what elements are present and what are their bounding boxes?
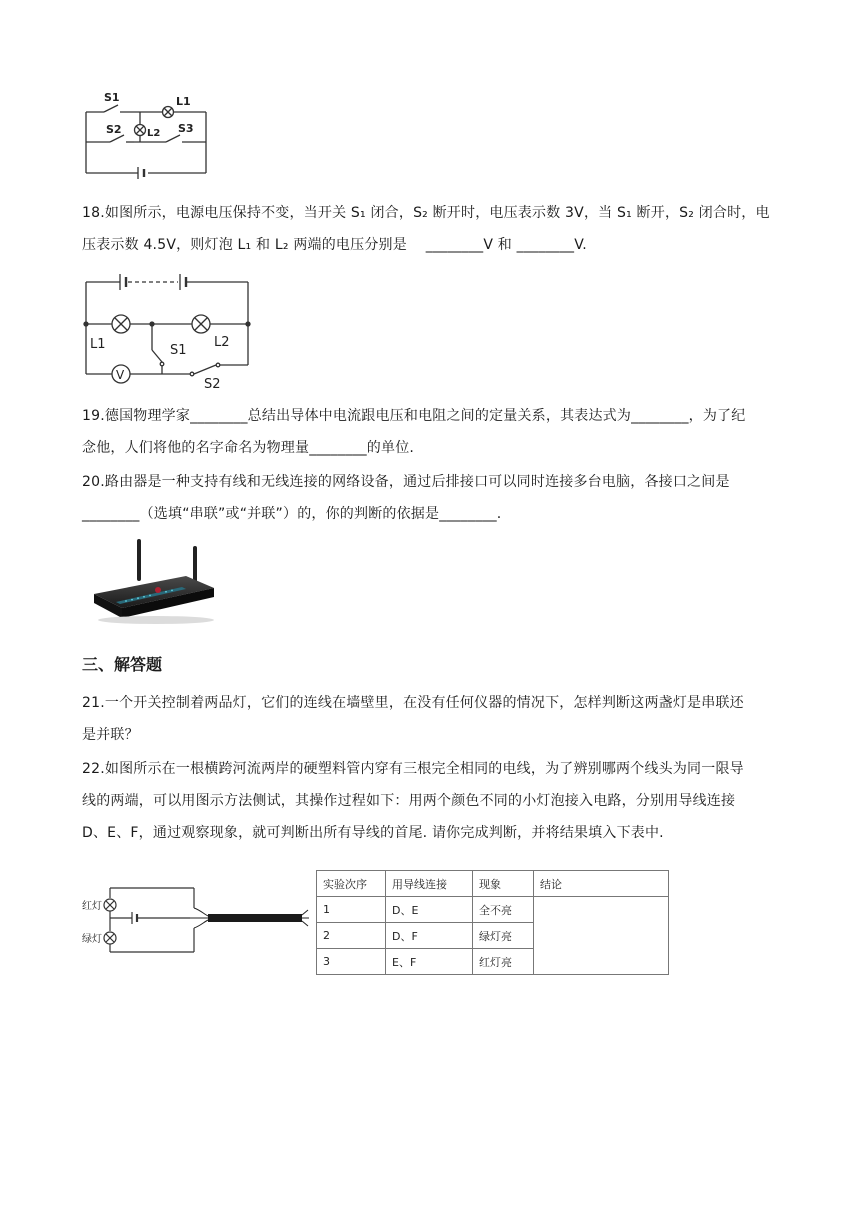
label-l1: L1 xyxy=(176,95,191,108)
q18-line-1: 18.如图所示，电源电压保持不变，当开关 S₁ 闭合，S₂ 断开时，电压表示数 3V，当 S₁ 断开，S₂ 闭合时，电 xyxy=(82,205,770,221)
table-header: 结论 xyxy=(534,871,669,897)
q18-line-2: 压表示数 4.5V，则灯泡 L₁ 和 L₂ 两端的电压分别是 ________V 和 ________V. xyxy=(82,237,587,253)
question-21 xyxy=(82,687,782,751)
label-green-lamp: 绿灯 xyxy=(82,934,102,945)
section-heading: 三、解答题 xyxy=(82,655,163,674)
table-cell: 3 xyxy=(317,949,386,975)
result-table xyxy=(316,870,669,975)
q19-line-2: 念他，人们将他的名字命名为物理量________的单位. xyxy=(82,440,415,456)
label-s3: S3 xyxy=(178,122,194,135)
table-header-row xyxy=(317,871,669,897)
q20-line-2: ________（选填“串联”或“并联”）的，你的判断的依据是________. xyxy=(82,506,502,522)
circuit-diagram-q18 xyxy=(82,268,254,388)
cable-test-diagram xyxy=(82,878,312,968)
q20-line-1: 20.路由器是一种支持有线和无线连接的网络设备，通过后排接口可以同时连接多台电脑，各接口之间是 xyxy=(82,474,730,490)
question-19 xyxy=(82,400,782,464)
label-voltmeter: V xyxy=(116,368,125,382)
q21-line-1: 21.一个开关控制着两品灯，它们的连线在墙壁里，在没有任何仪器的情况下，怎样判断这两盏灯是串联还 xyxy=(82,695,744,711)
label-red-lamp: 红灯 xyxy=(82,901,102,912)
label-s2: S2 xyxy=(204,377,221,388)
router-picture xyxy=(86,536,218,626)
label-s1: S1 xyxy=(104,91,120,104)
table-cell: 2 xyxy=(317,923,386,949)
q22-line-1: 22.如图所示在一根横跨河流两岸的硬塑料管内穿有三根完全相同的电线，为了辨别哪两个线头为同一限导 xyxy=(82,761,744,777)
label-s1: S1 xyxy=(170,343,187,358)
conclusion-cell xyxy=(534,897,669,975)
table-cell: 绿灯亮 xyxy=(473,923,534,949)
label-s2: S2 xyxy=(106,123,122,136)
q19-line-1: 19.德国物理学家________总结出导体中电流跟电压和电阻之间的定量关系，其表达式为________，为了纪 xyxy=(82,408,746,424)
table-cell: 1 xyxy=(317,897,386,923)
table-header: 实验次序 xyxy=(317,871,386,897)
label-l2: L2 xyxy=(214,335,230,350)
table-row xyxy=(317,897,669,923)
question-18 xyxy=(82,197,782,261)
table-cell: 红灯亮 xyxy=(473,949,534,975)
label-l1: L1 xyxy=(90,337,106,352)
question-20 xyxy=(82,466,782,530)
label-l2: L2 xyxy=(147,128,161,139)
table-header: 用导线连接 xyxy=(386,871,473,897)
table-cell: E、F xyxy=(386,949,473,975)
table-cell: 全不亮 xyxy=(473,897,534,923)
q22-line-2: 线的两端，可以用图示方法侧试，其操作过程如下：用两个颜色不同的小灯泡接入电路，分别用导线连接 xyxy=(82,793,736,809)
question-22 xyxy=(82,753,782,849)
table-cell: D、E xyxy=(386,897,473,923)
circuit-diagram-q17 xyxy=(82,88,212,188)
q21-line-2: 是并联？ xyxy=(82,727,139,743)
table-cell: D、F xyxy=(386,923,473,949)
table-header: 现象 xyxy=(473,871,534,897)
q22-line-3: D、E、F，通过观察现象，就可判断出所有导线的首尾. 请你完成判断，并将结果填入下表中. xyxy=(82,825,664,841)
